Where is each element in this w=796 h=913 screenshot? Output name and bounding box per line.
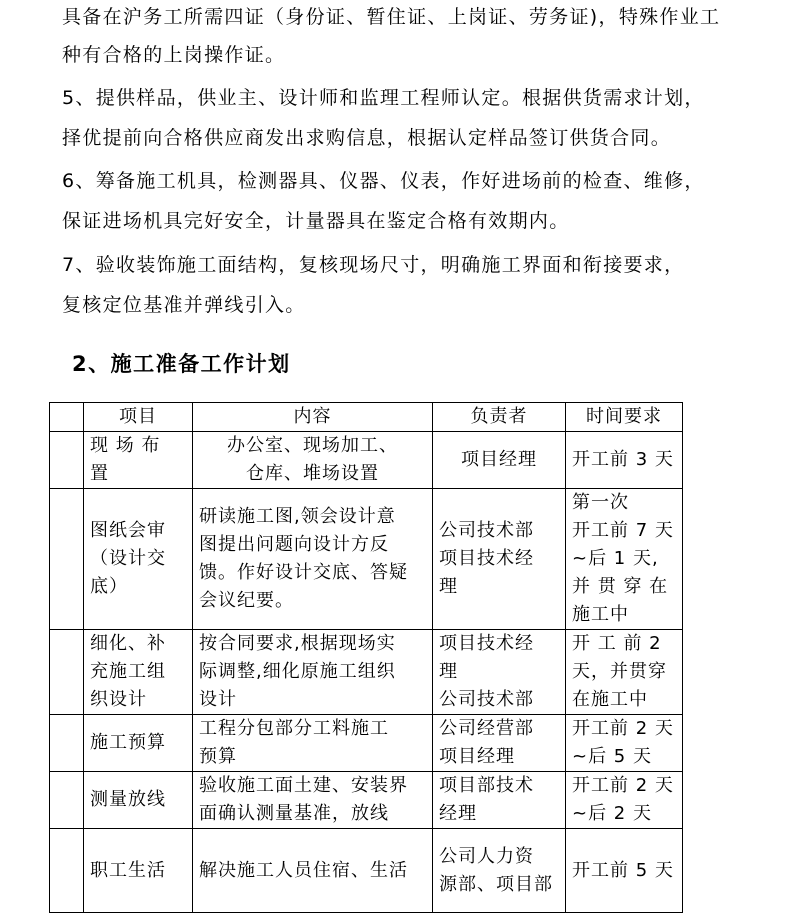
paragraph-line: 择优提前向合格供应商发出求购信息，根据认定样品签订供货合同。 <box>62 127 672 149</box>
item-cell: 现 场 布 置 <box>84 432 193 489</box>
table-row <box>50 772 683 829</box>
time-cell: 开 工 前 2 天，并贯穿 在施工中 <box>566 630 683 715</box>
paragraph-line: 具备在沪务工所需四证（身份证、暂住证、上岗证、劳务证)，特殊作业工 <box>62 6 721 28</box>
table-header-row <box>50 403 683 432</box>
item-cell: 职工生活 <box>84 829 193 913</box>
prep-plan-table <box>49 402 683 913</box>
blank-cell <box>50 489 84 630</box>
content-cell: 按合同要求,根据现场实 际调整,细化原施工组织 设计 <box>193 630 433 715</box>
owner-cell: 项目部技术 经理 <box>433 772 566 829</box>
content-cell: 办公室、现场加工、 仓库、堆场设置 <box>193 432 433 489</box>
table-row <box>50 489 683 630</box>
content-cell: 解决施工人员住宿、生活 <box>193 829 433 913</box>
table-row <box>50 829 683 913</box>
owner-cell: 项目技术经 理 公司技术部 <box>433 630 566 715</box>
table-row <box>50 432 683 489</box>
paragraph-line: 7、验收装饰施工面结构，复核现场尺寸，明确施工界面和衔接要求， <box>62 254 685 276</box>
content-cell: 验收施工面土建、安装界 面确认测量基准，放线 <box>193 772 433 829</box>
owner-cell: 公司人力资 源部、项目部 <box>433 829 566 913</box>
item-cell: 图纸会审 （设计交 底） <box>84 489 193 630</box>
blank-cell <box>50 630 84 715</box>
item-cell: 细化、补 充施工组 织设计 <box>84 630 193 715</box>
paragraph-line: 6、筹备施工机具，检测器具、仪器、仪表，作好进场前的检查、维修， <box>62 170 705 192</box>
time-cell: 开工前 2 天 ~后 2 天 <box>566 772 683 829</box>
table-row <box>50 715 683 772</box>
paragraph-line: 种有合格的上岗操作证。 <box>62 44 286 66</box>
blank-cell <box>50 715 84 772</box>
owner-cell: 公司技术部 项目技术经 理 <box>433 489 566 630</box>
col-header-item: 项目 <box>84 403 193 432</box>
content-cell: 研读施工图,领会设计意 图提出问题向设计方反 馈。作好设计交底、答疑 会议纪要。 <box>193 489 433 630</box>
time-cell: 开工前 3 天 <box>566 432 683 489</box>
blank-cell <box>50 403 84 432</box>
item-cell: 测量放线 <box>84 772 193 829</box>
col-header-content: 内容 <box>193 403 433 432</box>
paragraph-line: 5、提供样品，供业主、设计师和监理工程师认定。根据供货需求计划， <box>62 87 705 109</box>
paragraph-line: 保证进场机具完好安全，计量器具在鉴定合格有效期内。 <box>62 210 570 232</box>
time-cell: 第一次 开工前 7 天 ~后 1 天, 并 贯 穿 在 施工中 <box>566 489 683 630</box>
owner-cell: 公司经营部 项目经理 <box>433 715 566 772</box>
blank-cell <box>50 432 84 489</box>
section-heading: 2、施工准备工作计划 <box>72 352 291 376</box>
content-cell: 工程分包部分工料施工 预算 <box>193 715 433 772</box>
time-cell: 开工前 2 天 ~后 5 天 <box>566 715 683 772</box>
table-row <box>50 630 683 715</box>
blank-cell <box>50 772 84 829</box>
item-cell: 施工预算 <box>84 715 193 772</box>
col-header-owner: 负责者 <box>433 403 566 432</box>
owner-cell: 项目经理 <box>433 432 566 489</box>
paragraph-line: 复核定位基准并弹线引入。 <box>62 294 306 316</box>
blank-cell <box>50 829 84 913</box>
time-cell: 开工前 5 天 <box>566 829 683 913</box>
col-header-time: 时间要求 <box>566 403 683 432</box>
